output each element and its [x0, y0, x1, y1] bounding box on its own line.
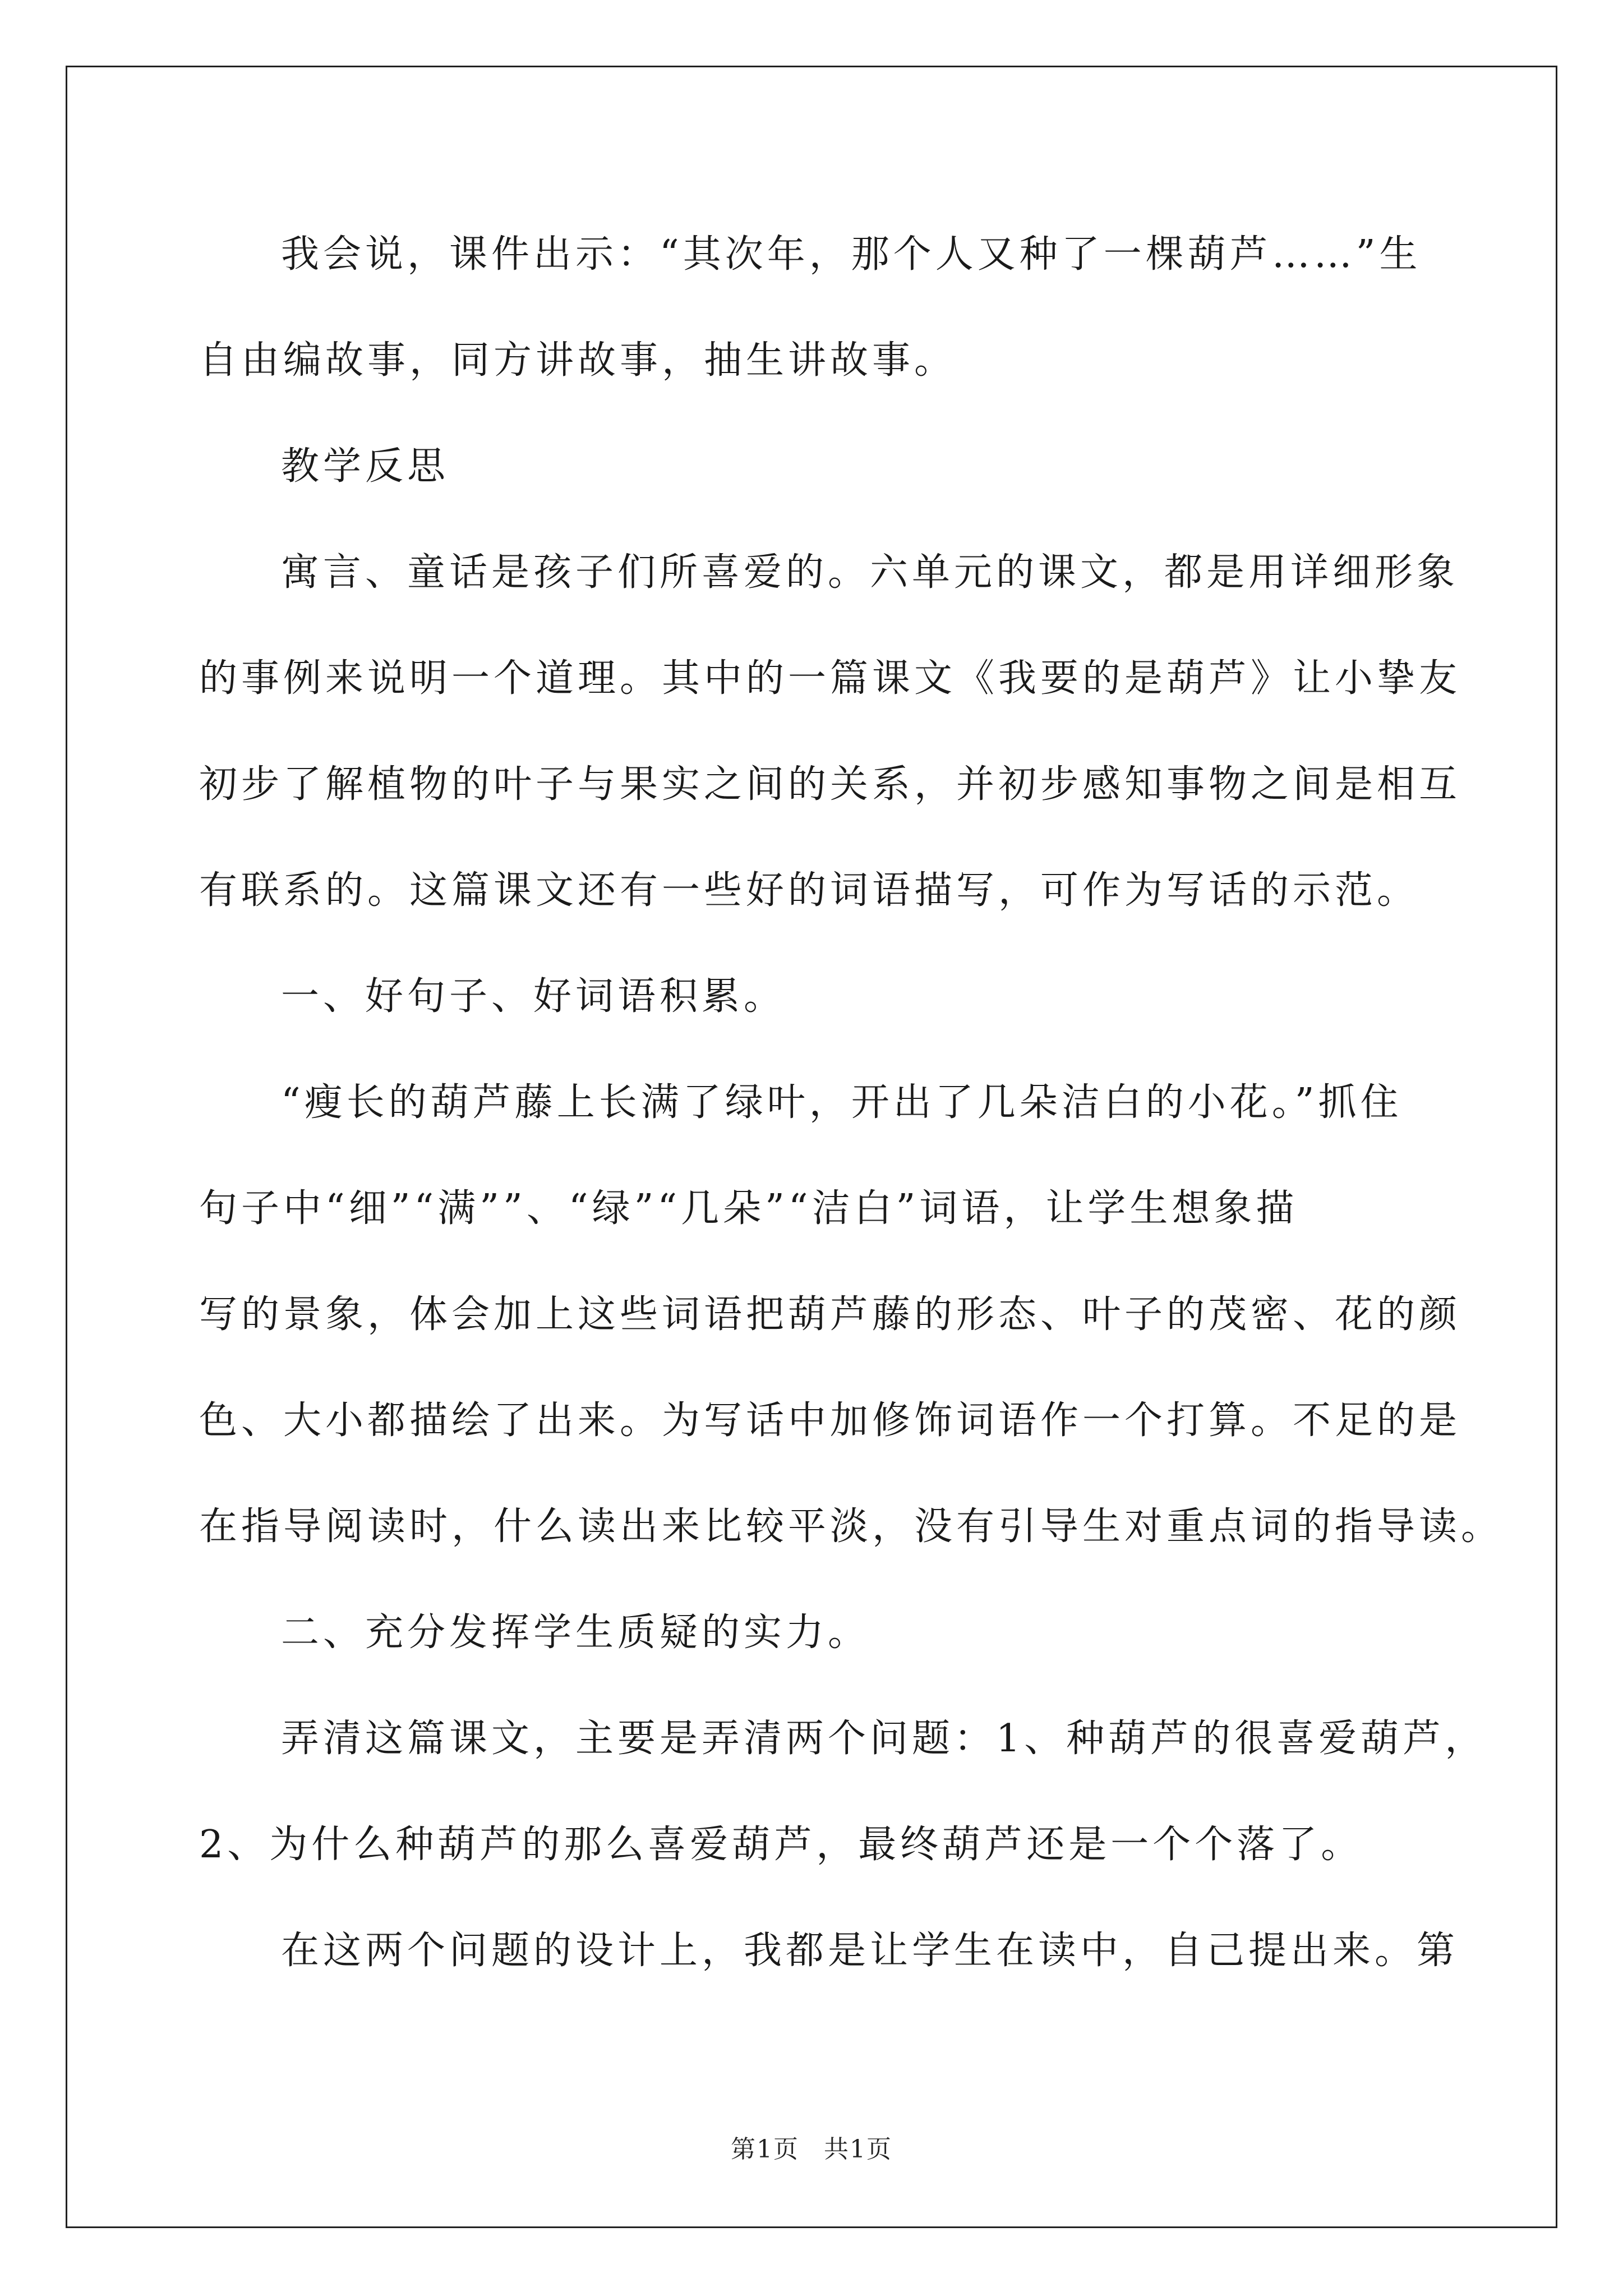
text-line: 在这两个问题的设计上，我都是让学生在读中，自己提出来。第 — [281, 1929, 1459, 1973]
text-line: 的事例来说明一个道理。其中的一篇课文《我要的是葫芦》让小挚友 — [199, 656, 1461, 701]
page-footer — [0, 2129, 1623, 2165]
text-line: 我会说，课件出示：“其次年，那个人又种了一棵葫芦……”生 — [281, 232, 1422, 277]
document-body — [199, 220, 1504, 2022]
text-line: 自由编故事，同方讲故事，抽生讲故事。 — [199, 338, 957, 383]
page-number: 第1页 — [731, 2135, 799, 2164]
text-line: 初步了解植物的叶子与果实之间的关系，并初步感知事物之间是相互 — [199, 762, 1461, 807]
text-line: 句子中“细”“满””、“绿”“几朵”“洁白”词语，让学生想象描 — [199, 1186, 1298, 1231]
text-line: 在指导阅读时，什么读出来比较平淡，没有引导生对重点词的指导读。 — [199, 1504, 1504, 1549]
text-line: 2、为什么种葫芦的那么喜爱葫芦，最终葫芦还是一个个落了。 — [199, 1823, 1363, 1867]
section-heading: 一、好句子、好词语积累。 — [281, 974, 786, 1019]
text-line: 弄清这篇课文，主要是弄清两个问题：1、种葫芦的很喜爱葫芦， — [281, 1717, 1487, 1761]
section-heading: 二、充分发挥学生质疑的实力。 — [281, 1611, 870, 1655]
text-line: “瘦长的葫芦藤上长满了绿叶，开出了几朵洁白的小花。”抓住 — [281, 1080, 1403, 1125]
text-line: 有联系的。这篇课文还有一些好的词语描写，可作为写话的示范。 — [199, 868, 1419, 913]
text-line: 寓言、童话是孩子们所喜爱的。六单元的课文，都是用详细形象 — [281, 550, 1459, 595]
page-total: 共1页 — [824, 2135, 892, 2164]
text-line: 色、大小都描绘了出来。为写话中加修饰词语作一个打算。不足的是 — [199, 1398, 1461, 1443]
text-line: 写的景象，体会加上这些词语把葫芦藤的形态、叶子的茂密、花的颜 — [199, 1292, 1461, 1337]
section-heading: 教学反思 — [281, 444, 450, 489]
